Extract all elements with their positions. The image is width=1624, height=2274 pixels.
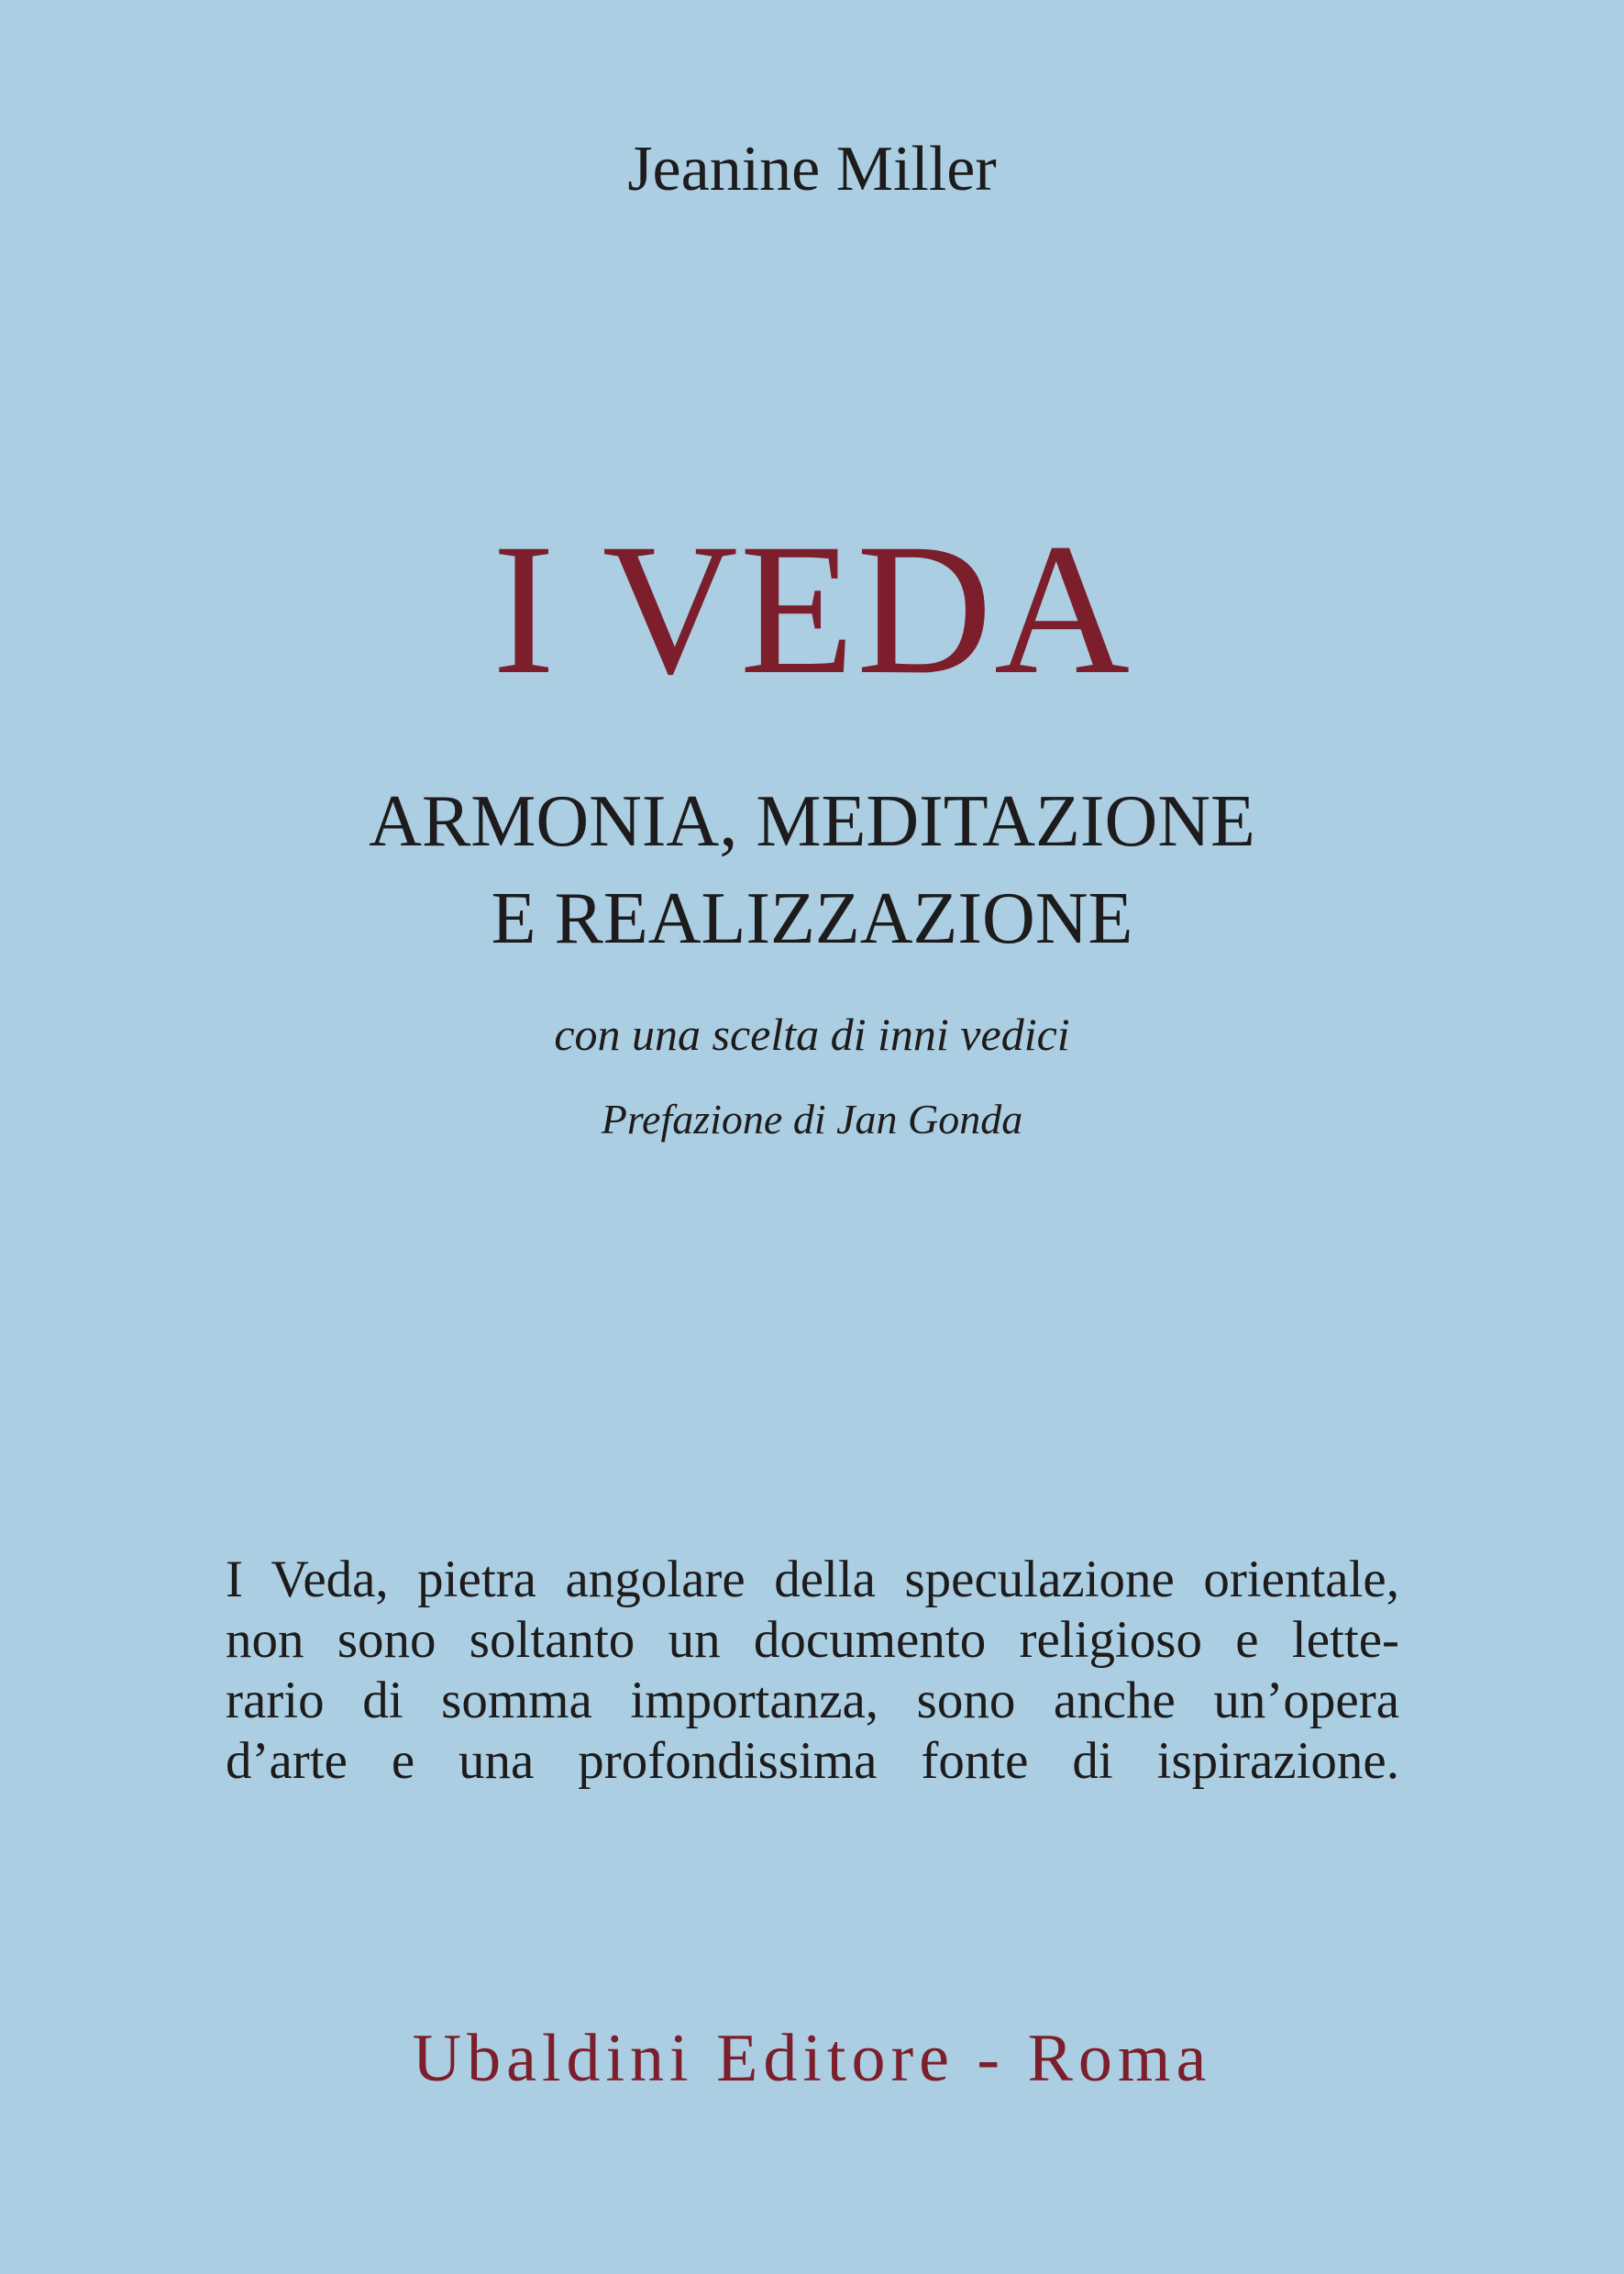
subtitle-line-2: E REALIZZAZIONE — [491, 878, 1133, 959]
tagline: con una scelta di inni vedici — [554, 1009, 1070, 1060]
blurb-line-4: d’arte e una profondissima fonte di ispirazione. — [226, 1732, 1399, 1790]
author-name: Jeanine Miller — [627, 134, 997, 204]
blurb-line-3: rario di somma importanza, sono anche un’opera — [226, 1672, 1399, 1729]
cover-blurb — [226, 1550, 1399, 1792]
blurb-line-2: non sono soltanto un documento religioso e lette- — [226, 1611, 1399, 1669]
publisher-imprint: Ubaldini Editore - Roma — [412, 2021, 1212, 2096]
book-title: I VEDA — [492, 505, 1132, 713]
blurb-line-1: I Veda, pietra angolare della speculazione orientale, — [226, 1551, 1399, 1608]
subtitle-line-1: ARMONIA, MEDITAZIONE — [369, 781, 1255, 862]
preface-credit: Prefazione di Jan Gonda — [601, 1096, 1023, 1143]
